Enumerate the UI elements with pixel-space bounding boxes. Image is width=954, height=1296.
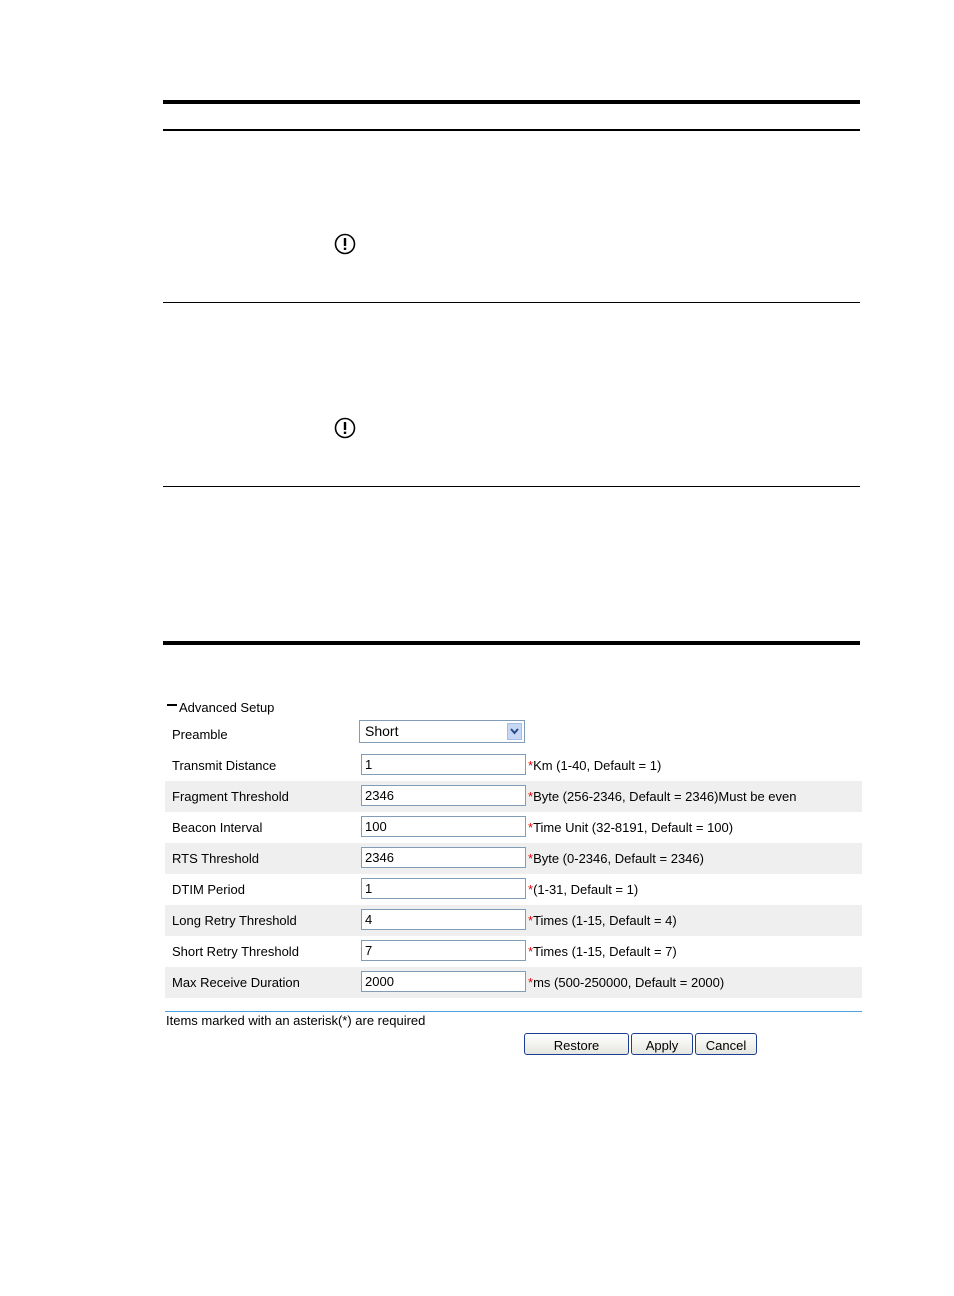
hint-text: Time Unit (32-8191, Default = 100) [533,820,734,835]
fragment-threshold-input[interactable]: 2346 [361,785,526,806]
max-receive-duration-row [165,967,862,998]
row-hint [528,943,677,961]
fragment-threshold-row [165,781,862,812]
row-label: RTS Threshold [172,851,259,866]
exclamation-circle-icon [334,233,356,255]
row-label: Long Retry Threshold [172,913,297,928]
preamble-row [165,719,862,750]
short-retry-threshold-input[interactable]: 7 [361,940,526,961]
cancel-button[interactable]: Cancel [695,1033,757,1055]
long-retry-threshold-row [165,905,862,936]
required-asterisk: * [528,851,534,866]
table-top-rule [163,100,860,104]
restore-button[interactable]: Restore [524,1033,629,1055]
hint-text: Byte (256-2346, Default = 2346)Must be even [533,789,797,804]
required-asterisk: * [528,758,534,773]
row-hint [528,881,638,899]
required-asterisk: * [528,789,534,804]
chevron-down-icon[interactable] [507,723,522,740]
exclamation-circle-icon [334,417,356,439]
rts-threshold-row [165,843,862,874]
row-hint [528,788,796,806]
table-bottom-rule [163,641,860,645]
transmit-distance-input[interactable]: 1 [361,754,526,775]
required-footnote: Items marked with an asterisk(*) are required [166,1013,426,1028]
beacon-interval-input[interactable]: 100 [361,816,526,837]
row-label: Max Receive Duration [172,975,300,990]
row-label: Fragment Threshold [172,789,289,804]
max-receive-duration-input[interactable]: 2000 [361,971,526,992]
hint-text: Times (1-15, Default = 7) [533,944,677,959]
preamble-select[interactable] [359,720,525,743]
panel-title: Advanced Setup [179,700,275,715]
table-row-divider [163,486,860,487]
table-header-rule [163,129,860,131]
short-retry-threshold-row [165,936,862,967]
long-retry-threshold-input[interactable]: 4 [361,909,526,930]
collapse-minus-icon [167,704,177,706]
footer-divider [165,1011,862,1012]
hint-text: ms (500-250000, Default = 2000) [533,975,725,990]
row-hint [528,819,733,837]
advanced-setup-toggle[interactable] [167,699,274,717]
row-hint [528,912,677,930]
table-row-divider [163,302,860,303]
required-asterisk: * [528,944,534,959]
row-label: Beacon Interval [172,820,263,835]
required-asterisk: * [528,882,534,897]
row-hint [528,757,661,775]
row-hint [528,850,704,868]
beacon-interval-row [165,812,862,843]
hint-text: (1-31, Default = 1) [533,882,639,897]
dtim-period-row [165,874,862,905]
row-label: Transmit Distance [172,758,277,773]
required-asterisk: * [528,975,534,990]
row-hint [528,974,724,992]
preamble-label: Preamble [172,727,228,742]
row-label: DTIM Period [172,882,245,897]
hint-text: Km (1-40, Default = 1) [533,758,662,773]
preamble-selected-value: Short [365,723,399,739]
dtim-period-input[interactable]: 1 [361,878,526,899]
hint-text: Times (1-15, Default = 4) [533,913,677,928]
apply-button[interactable]: Apply [631,1033,693,1055]
transmit-distance-row [165,750,862,781]
row-label: Short Retry Threshold [172,944,299,959]
hint-text: Byte (0-2346, Default = 2346) [533,851,704,866]
required-asterisk: * [528,913,534,928]
rts-threshold-input[interactable]: 2346 [361,847,526,868]
required-asterisk: * [528,820,534,835]
